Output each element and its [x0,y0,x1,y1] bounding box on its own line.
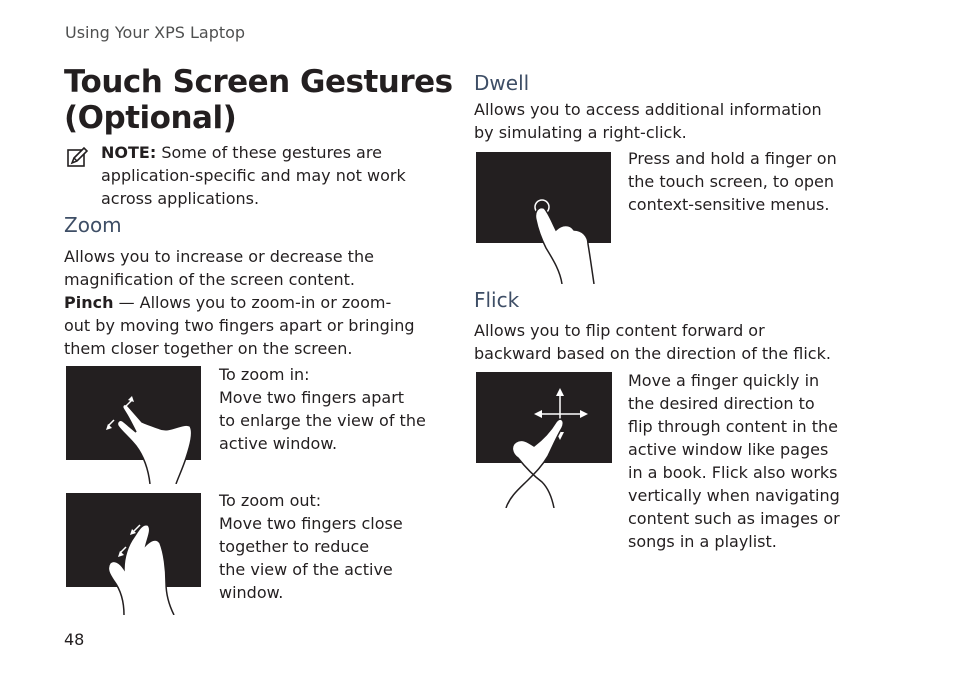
dwell-desc-line-2: by simulating a right-click. [474,123,687,142]
flick-illustration [476,372,612,508]
pinch-line-3: them closer together on the screen. [64,339,353,358]
zoom-out-line-4: the view of the active [219,560,393,579]
zoom-out-caption [219,489,403,604]
zoom-description [64,245,415,360]
note-block [101,141,406,210]
zoom-out-illustration [66,493,201,615]
title-line-2: (Optional) [64,100,237,136]
pinch-line-1: — Allows you to zoom-in or zoom- [113,293,392,312]
dwell-cap-line-1: Press and hold a finger on [628,149,837,168]
zoom-desc-line-1: Allows you to increase or decrease the [64,247,374,266]
zoom-in-line-3: to enlarge the view of the [219,411,426,430]
flick-cap-line-4: active window like pages [628,440,829,459]
zoom-in-line-2: Move two fingers apart [219,388,405,407]
flick-cap-line-5: in a book. Flick also works [628,463,838,482]
flick-cap-line-3: flip through content in the [628,417,838,436]
zoom-out-line-5: window. [219,583,284,602]
title-line-1: Touch Screen Gestures [64,64,453,100]
zoom-in-line-4: active window. [219,434,338,453]
running-head: Using Your XPS Laptop [65,23,246,42]
dwell-caption [628,147,837,216]
dwell-heading: Dwell [474,71,530,95]
flick-description [474,319,831,365]
zoom-in-caption [219,363,426,455]
dwell-cap-line-3: context-sensitive menus. [628,195,830,214]
flick-cap-line-2: the desired direction to [628,394,815,413]
note-label: NOTE: [101,143,157,162]
flick-cap-line-1: Move a finger quickly in [628,371,820,390]
note-line-3: across applications. [101,189,260,208]
page-title [64,64,453,136]
flick-cap-line-8: songs in a playlist. [628,532,777,551]
dwell-cap-line-2: the touch screen, to open [628,172,835,191]
note-pencil-icon [66,146,88,168]
pinch-label: Pinch [64,293,114,312]
zoom-desc-line-2: magnification of the screen content. [64,270,356,289]
dwell-illustration [476,152,611,284]
note-line-2: application-specific and may not work [101,166,406,185]
zoom-out-line-3: together to reduce [219,537,370,556]
zoom-out-line-1: To zoom out: [219,491,322,510]
dwell-desc-line-1: Allows you to access additional information [474,100,822,119]
flick-desc-line-1: Allows you to flip content forward or [474,321,765,340]
note-text: Some of these gestures are [156,143,382,162]
zoom-heading: Zoom [64,213,122,237]
flick-cap-line-6: vertically when navigating [628,486,840,505]
page-number: 48 [64,630,85,649]
zoom-in-line-1: To zoom in: [219,365,310,384]
dwell-description [474,98,822,144]
zoom-out-line-2: Move two fingers close [219,514,403,533]
flick-heading: Flick [474,288,520,312]
flick-cap-line-7: content such as images or [628,509,840,528]
zoom-in-illustration [66,366,201,484]
flick-desc-line-2: backward based on the direction of the flick. [474,344,831,363]
pinch-line-2: out by moving two fingers apart or bringing [64,316,415,335]
flick-caption [628,369,840,553]
